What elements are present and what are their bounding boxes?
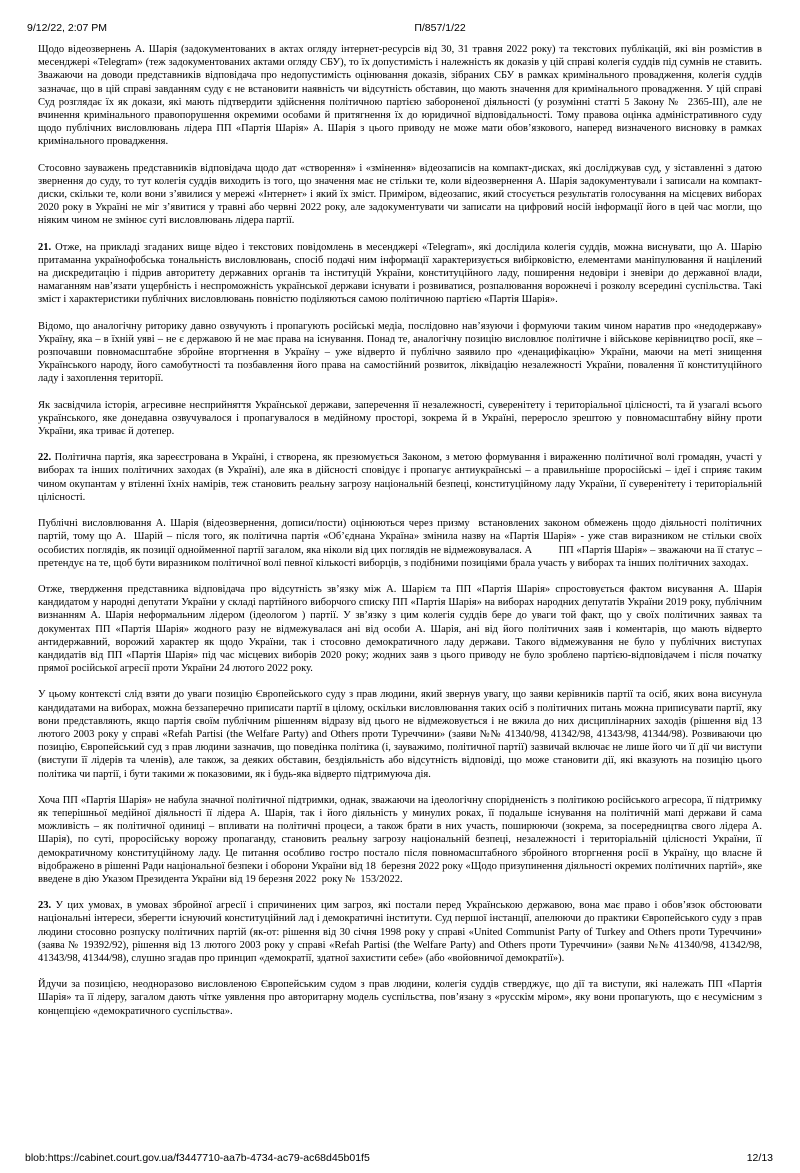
paragraph-text: Щодо відеозвернень А. Шарія (задокументованих в актах огляду інтернет-ресурсів від 30, 31 травня 2022 року) та текстових публікацій, які він розмістив в месенджері «Telegram» (теж задокументованих актами огляду СБУ), то їх допустимість і належність як доказів у цій справі колегія суддів під сумнів не ставить. Зважаючи на доводи представників відповідача про недопустимість оцінювання доказів, зібраних СБУ в рамках кримінального провадження, колегія суддів зазначає, що в цій справі завданням суду є не встановити наявність чи відсутність обставин, що мають значення для кримінального провадження. У цій справі Суд розглядає їх як докази, які мають підтвердити здійснення політичною партією забороненої діяльності (у розумінні статті 5 Закону № 2365-ІІІ), але не вчинення кримінального правопорушення окремими особами й притягнення їх до юридичної відповідальності. Тому правова оцінка адміністративного суду щодо публічних висловлювань лідера ПП «Партія Шарія» А. Шарія з цього приводу не може мати обов’язкового, наперед визначеного висновку в рамках кримінального провадження.: [38, 44, 762, 148]
paragraph-number: 23.: [38, 900, 52, 912]
paragraph-text: Хоча ПП «Партія Шарія» не набула значної політичної підтримки, однак, зважаючи на ідеологічну спорідненість з політикою російського агресора, її підтримку як теперішньої медійної діяльності її лідера А. Шарія, так і його діяльність у минулих роках, її подальше існування на політичній мапі держави й сама можливість – як політичної одиниці – впливати на політичні процеси, а також брати в них участь, поширюючи (зокрема, за посередництва свого лідера А. Шарія), по суті, проросійську ворожу пропаганду, становить реальну загрозу національній безпеці, незалежності і територіальній цілісності України, її демократичному конституційному ладу. Це питання особливо гостро постало після повномасштабного збройного вторгнення росії в Україну, що власне й відображено в рішенні Ради національної безпеки і оборони України від 18 березня 2022 року «Щодо призупинення діяльності окремих політичних партій», яке введене в дію Указом Президента України від 19 березня 2022 року № 153/2022.: [38, 794, 762, 885]
paragraph-number: 21.: [38, 241, 52, 253]
paragraph: [38, 451, 762, 504]
paragraph: [38, 583, 762, 675]
print-datetime: 9/12/22, 2:07 PM: [27, 22, 107, 34]
document-body: [38, 43, 762, 1031]
case-reference-title: П/857/1/22: [414, 22, 466, 34]
paragraph: [38, 241, 762, 307]
paragraph: [38, 978, 762, 1018]
source-url: blob:https://cabinet.court.gov.ua/f3447710-aa7b-4734-ac79-ac68d45b01f5: [25, 1152, 370, 1164]
paragraph-text: Політична партія, яка зареєстрована в Україні, і створена, як презюмується Законом, з метою формування і вираженню політичної волі громадян, участі у виборах та інших політичних заходах (в Україні), але яка в дійсності сповідує і пропагує антиукраїнські – а правильніше проросійські – ідеї і сприяє таким чином окупантам у втіленні їхніх намірів, теж становить реальну загрозу національній безпеці, конституційному ладу України, її суверенітету і територіальній цілісності.: [38, 452, 763, 503]
paragraph: [38, 399, 762, 439]
paragraph-text: Публічні висловлювання А. Шарія (відеозвернення, дописи/пости) оцінюються через призму встановлених законом обмежень щодо діяльності політичних партій, тому що А. Шарій – після того, як політична партія «Об’єднана Україна» змінила назву на «Партія Шарія» - уже став виразником не стільки своїх особистих поглядів, як позиції однойменної партії загалом, яка ніколи від цих поглядів не відмежовувалася. А ПП «Партія Шарія» – зважаючи на її статус – претендує на те, щоб бути виразником політичної волі певної кількості виборців, з подібними позиціями брала участь у виборах та інших політичних заходах.: [38, 518, 762, 569]
paragraph-text: Як засвідчила історія, агресивне несприйняття Української держави, заперечення її незалежності, суверенітету і територіальної цілісності, та й узагалі всього українського, яке донедавна озвучувалося і пропагувалося в медійному просторі, зокрема й в Україні, переросло зрештою у повномасштабну війну проти України, яка триває й дотепер.: [38, 399, 762, 438]
paragraph: [38, 688, 762, 780]
print-footer: [25, 1152, 773, 1164]
paragraph-text: Йдучи за позицією, неодноразово висловленою Європейським судом з прав людини, колегія суддів стверджує, що дії та виступи, які належать ПП «Партія Шарія» та її лідеру, загалом дають чітке уявлення про авторитарну модель суспільства, пов’язану з «русскім міром», яку вони пропагують, що є несумісним з концепцією «демократичного суспільства».: [38, 979, 762, 1017]
paragraph: [38, 794, 762, 886]
paragraph-text: Отже, твердження представника відповідача про відсутність зв’язку між А. Шарієм та ПП «Партія Шарія» спростовується фактом висування А. Шарія кандидатом у народні депутати України у складі партійного виборчого списку ПП «Партія Шарія» на виборах народних депутатів України 2019 року, публічним визнанням А. Шарія неформальним лідером (ідеологом ) партії. У зв’язку з цим колегія суддів бере до уваги той факт, що у своїх політичних заявах та документах ПП «Партія Шарія» жодного разу не відмежувалася ані від особи А. Шарія, ані від його політичних заяв і коментарів, що мають відверто антидержавний, ворожий характер як щодо України, так і стосовно демократичного ладу держави. Такого відмежування не було у публічних виступах кандидатів від ПП «Партія Шарія» під час місцевих виборів 2020 року; жодних заяв з цього приводу не було зроблено партією-відповідачем і після початку прямої російської агресії проти України 24 лютого 2022 року.: [38, 583, 762, 675]
paragraph-text: У цьому контексті слід взяти до уваги позицію Європейського суду з прав людини, який звернув увагу, що заяви керівників партії та осіб, яких вона висунула кандидатами на виборах, можна беззаперечно приписати партії в цілому, оскільки висловлювання таких осіб з політичних питань можна приписувати партії, яку вони представляють, якщо партія своїм публічним рішенням відразу від цього не відмежовується і не вжила до них дисциплінарних заходів (рішення від 13 лютого 2003 року у справі «Refah Partisi (the Welfare Party) and Others проти Туреччини» (заяви №№ 41340/98, 41342/98, 41343/98, 41344/98). Розвиваючи цю позицію, Європейський суд з прав людини зазначив, що поведінка політика (і, зауважимо, політичної партії) зазвичай включає не лише його чи її дії чи виступи (виступи її лідерів та членів), але також, за деяких обставин, бездіяльність або відсутність відповіді, що може становити дії, які вказують на позицію цього політика чи партії, і бути такими ж показовими, як і будь-яка відверто підтримуюча дія.: [38, 689, 762, 780]
page-number-indicator: 12/13: [746, 1152, 773, 1164]
paragraph-text: Отже, на прикладі згаданих вище відео і текстових повідомлень в месенджері «Telegram», які дослідила колегія суддів, можна виснувати, що А. Шарію притаманна українофобська тональність висловлювань, спосіб подачі ним інформації характеризується вибірковістю, елементами маніпулювання й націлений на дискредитацію і підрив авторитету державних органів та інституцій України, конституційного ладу, поширення недовіри і зневіри до державної влади, намаганням нав’язати ущербність і неспроможність української держави існувати і розвиватися, розпалювання ворожнечі і розколу всередині суспільства. Такі зміст і характеристики публічних висловлювань повністю поділяються самою політичною партією «Партія Шарія».: [38, 241, 763, 306]
paragraph-text: Стосовно зауважень представників відповідача щодо дат «створення» і «змінення» відеозаписів на компакт-дисках, які досліджував суд, у зіставленні з датою звернення до суду, то тут колегія суддів виходить із того, що значення має не стільки те, коли відеозвернення А. Шарія задокументували і записали на компакт-диски, скільки те, коли вони з’явилися у мережі «Інтернет» і який їх зміст. Приміром, відеозапис, який стосується результатів голосування на місцевих виборах 2020 року в Україні не міг з’явитися у травні або червні 2022 року, але задокументувати чи записати на цифровий носій інформації його в цей час могли, що ніяким чином не змінює суті висловлювань лідера партії.: [38, 162, 762, 227]
paragraph: [38, 43, 762, 149]
paragraph: [38, 899, 762, 965]
paragraph: [38, 162, 762, 228]
paragraph: [38, 517, 762, 570]
paragraph-text: У цих умовах, в умовах збройної агресії і спричинених цим загроз, які постали перед Українською державою, вона має право і обов’язок обстоювати національні інтереси, зберегти існуючий конституційний лад і демократичні інститути. Суд першої інстанції, апелюючи до практики Європейського суду з прав людини стосовно розпуску політичних партій (як-от: рішення від 30 січня 1998 року у справі «United Communist Party of Turkey and Others проти Туреччини» (заява № 19392/92), рішення від 13 лютого 2003 року у справі «Refah Partisi (the Welfare Party) and Others проти Туреччини» (заяви №№ 41340/98, 41342/98, 41343/98, 41344/98), слушно згадав про принцип «демократії, здатної захистити себе» (або «войовничої демократії»).: [38, 900, 762, 964]
paragraph-text: Відомо, що аналогічну риторику давно озвучують і пропагують російські медіа, послідовно нав’язуючи і формуючи таким чином наратив про «недодержаву» Україну, яка – в їхній уяві – не є державою й не має права на існування. Понад те, аналогічну позицію висловлює політичне і військове керівництво росії, яке – розпочавши повномасштабне збройне вторгнення в Україну – уже відверто й публічно заявило про «денацифікацію» України, маючи на меті знищення Українського народу, його самобутності та позбавлення його права на самостійний розвиток, ліквідацію незалежності України, повалення її конституційного ладу і захоплення території.: [38, 320, 762, 385]
paragraph: [38, 320, 762, 386]
paragraph-number: 22.: [38, 452, 52, 464]
print-header: [27, 22, 773, 36]
